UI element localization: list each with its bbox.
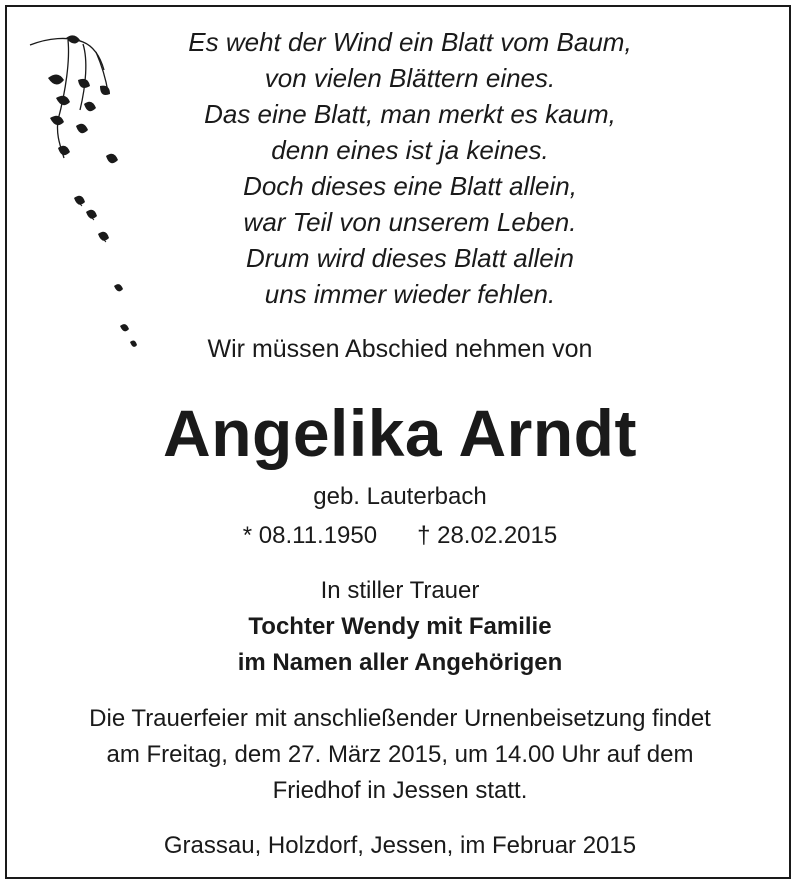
poem-line: Das eine Blatt, man merkt es kaum,	[204, 99, 616, 129]
poem-line: war Teil von unserem Leben.	[243, 207, 577, 237]
poem-line: von vielen Blättern eines.	[264, 63, 556, 93]
falling-leaves-icon	[28, 30, 148, 360]
ceremony-line: Die Trauerfeier mit anschließender Urnenbeisetzung findet	[89, 705, 711, 732]
poem-line: uns immer wieder fehlen.	[264, 279, 556, 309]
mourning-heading: In stiller Trauer	[320, 577, 480, 604]
poem	[140, 24, 680, 312]
poem-line: Es weht der Wind ein Blatt vom Baum,	[188, 27, 632, 57]
ceremony-line: am Freitag, dem 27. März 2015, um 14.00 Uhr auf dem	[106, 741, 694, 768]
poem-line: Drum wird dieses Blatt allein	[245, 243, 574, 273]
ceremony-line: Friedhof in Jessen statt.	[272, 777, 528, 804]
deceased-name: Angelika Arndt	[163, 396, 637, 470]
birth-date: * 08.11.1950	[242, 522, 378, 549]
poem-line: denn eines ist ja keines.	[271, 135, 549, 165]
mourner-family: Tochter Wendy mit Familie	[248, 613, 552, 640]
life-dates	[0, 522, 800, 550]
closing-place-date: Grassau, Holzdorf, Jessen, im Februar 2015	[163, 832, 637, 859]
poem-line: Doch dieses eine Blatt allein,	[243, 171, 577, 201]
birth-name: geb. Lauterbach	[313, 483, 487, 510]
farewell-intro: Wir müssen Abschied nehmen von	[207, 335, 593, 363]
ceremony-info	[30, 701, 770, 809]
death-date: † 28.02.2015	[417, 522, 558, 549]
mourner-relatives: im Namen aller Angehörigen	[237, 649, 563, 676]
